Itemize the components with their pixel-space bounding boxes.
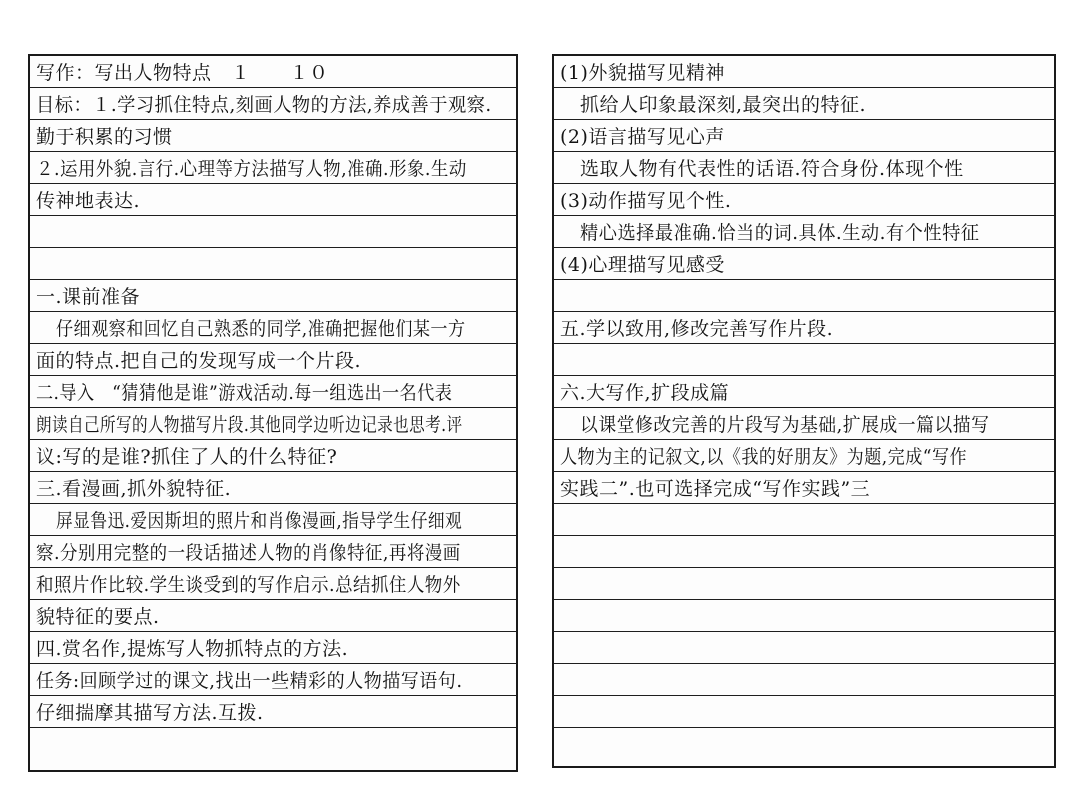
notebook-line: 精心选择最准确.恰当的词.具体.生动.有个性特征 <box>554 216 1054 248</box>
notebook-line: ２.运用外貌.言行.心理等方法描写人物,准确.形象.生动 <box>30 152 516 184</box>
notebook-line <box>30 216 516 248</box>
notebook-line: 朗读自己所写的人物描写片段.其他同学边听边记录也思考.评 <box>30 408 516 440</box>
notebook-line <box>554 280 1054 312</box>
notebook-line: 三.看漫画,抓外貌特征. <box>30 472 516 504</box>
notebook-line: 仔细揣摩其描写方法.互拨. <box>30 696 516 728</box>
notebook-line <box>554 632 1054 664</box>
notebook-line: 貌特征的要点. <box>30 600 516 632</box>
notebook-line: 和照片作比较.学生谈受到的写作启示.总结抓住人物外 <box>30 568 516 600</box>
notebook-line: 一.课前准备 <box>30 280 516 312</box>
notebook-line: 任务:回顾学过的课文,找出一些精彩的人物描写语句. <box>30 664 516 696</box>
notebook-line: 写作：写出人物特点 １ １０ <box>30 56 516 88</box>
notebook-line: 面的特点.把自己的发现写成一个片段. <box>30 344 516 376</box>
notebook-line <box>554 600 1054 632</box>
notebook-line: 传神地表达. <box>30 184 516 216</box>
notebook-line: (2)语言描写见心声 <box>554 120 1054 152</box>
notebook-line <box>554 696 1054 728</box>
notebook-line <box>554 504 1054 536</box>
notebook-page-right <box>552 54 1056 768</box>
notebook-line: 选取人物有代表性的话语.符合身份.体现个性 <box>554 152 1054 184</box>
notebook-line: 四.赏名作,提炼写人物抓特点的方法. <box>30 632 516 664</box>
notebook-line: 察.分别用完整的一段话描述人物的肖像特征,再将漫画 <box>30 536 516 568</box>
notebook-line: 以课堂修改完善的片段写为基础,扩展成一篇以描写 <box>554 408 1054 440</box>
notebook-page-left <box>28 54 518 772</box>
notebook-line: 仔细观察和回忆自己熟悉的同学,准确把握他们某一方 <box>30 312 516 344</box>
notebook-line <box>554 536 1054 568</box>
notebook-line: 目标：１.学习抓住特点,刻画人物的方法,养成善于观察. <box>30 88 516 120</box>
notebook-line: (3)动作描写见个性. <box>554 184 1054 216</box>
notebook-line: 二.导入 “猜猜他是谁”游戏活动.每一组选出一名代表 <box>30 376 516 408</box>
notebook-line <box>554 344 1054 376</box>
notebook-line: (1)外貌描写见精神 <box>554 56 1054 88</box>
notebook-line: 实践二”.也可选择完成“写作实践”三 <box>554 472 1054 504</box>
notebook-line: 抓给人印象最深刻,最突出的特征. <box>554 88 1054 120</box>
notebook-line: 五.学以致用,修改完善写作片段. <box>554 312 1054 344</box>
notebook-line <box>554 664 1054 696</box>
notebook-line: 六.大写作,扩段成篇 <box>554 376 1054 408</box>
notebook-line <box>30 248 516 280</box>
notebook-line <box>554 568 1054 600</box>
notebook-line: 人物为主的记叙文,以《我的好朋友》为题,完成“写作 <box>554 440 1054 472</box>
notebook-line: 议:写的是谁?抓住了人的什么特征? <box>30 440 516 472</box>
notebook-line: 勤于积累的习惯 <box>30 120 516 152</box>
notebook-line: 屏显鲁迅.爱因斯坦的照片和肖像漫画,指导学生仔细观 <box>30 504 516 536</box>
notebook-line: (4)心理描写见感受 <box>554 248 1054 280</box>
